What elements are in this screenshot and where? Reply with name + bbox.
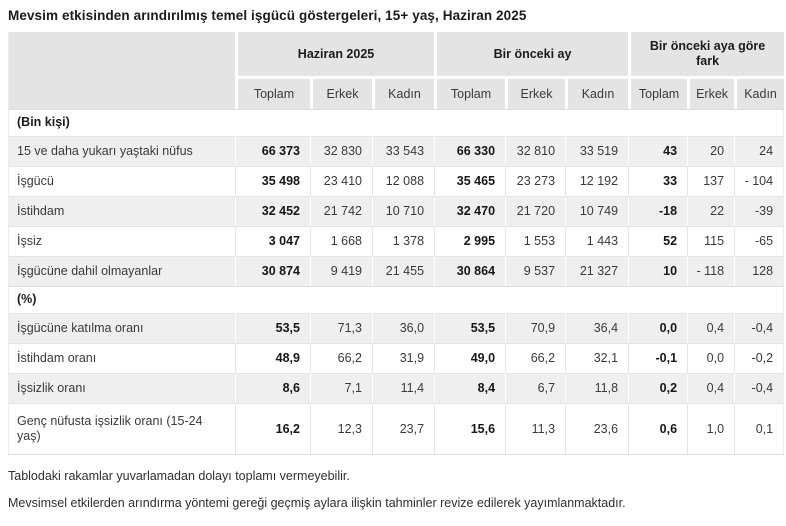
row-label: İşsizlik oranı [8, 373, 235, 403]
cell-value: 48,9 [235, 343, 310, 373]
cell-value: 1 553 [505, 226, 565, 256]
cell-value: 11,3 [505, 403, 565, 455]
cell-value: 36,0 [372, 313, 434, 343]
cell-value: 12 088 [372, 166, 434, 196]
cell-value: 32,1 [565, 343, 628, 373]
cell-value: 66 373 [235, 136, 310, 166]
cell-value: 115 [687, 226, 734, 256]
cell-value: 32 830 [310, 136, 372, 166]
cell-value: 21 327 [565, 256, 628, 286]
cell-value: 21 742 [310, 196, 372, 226]
section-header: (Bin kişi) [8, 109, 784, 136]
cell-value: 2 995 [434, 226, 505, 256]
cell-value: 66,2 [505, 343, 565, 373]
row-label: 15 ve daha yukarı yaştaki nüfus [8, 136, 235, 166]
column-group-header: Bir önceki ay [434, 32, 628, 79]
table-row [8, 403, 784, 455]
cell-value: -0,4 [734, 373, 784, 403]
column-subheader: Toplam [434, 79, 505, 109]
cell-value: 66,2 [310, 343, 372, 373]
cell-value: 1 378 [372, 226, 434, 256]
cell-value: -65 [734, 226, 784, 256]
cell-value: 33 519 [565, 136, 628, 166]
cell-value: -0,4 [734, 313, 784, 343]
cell-value: 49,0 [434, 343, 505, 373]
indicators-table [8, 32, 784, 455]
cell-value: 33 [628, 166, 687, 196]
column-group-row [8, 32, 784, 79]
cell-value: 23,6 [565, 403, 628, 455]
column-subheader: Erkek [310, 79, 372, 109]
cell-value: -39 [734, 196, 784, 226]
cell-value: 24 [734, 136, 784, 166]
cell-value: 7,1 [310, 373, 372, 403]
cell-value: 8,4 [434, 373, 505, 403]
cell-value: 15,6 [434, 403, 505, 455]
cell-value: 53,5 [434, 313, 505, 343]
cell-value: 33 543 [372, 136, 434, 166]
column-subheader: Toplam [628, 79, 687, 109]
table-row [8, 166, 784, 196]
cell-value: - 118 [687, 256, 734, 286]
cell-value: 32 470 [434, 196, 505, 226]
cell-value: 3 047 [235, 226, 310, 256]
column-group-header: Haziran 2025 [235, 32, 434, 79]
cell-value: 31,9 [372, 343, 434, 373]
corner-cell [8, 32, 235, 109]
cell-value: 9 537 [505, 256, 565, 286]
column-subheader: Erkek [687, 79, 734, 109]
cell-value: 52 [628, 226, 687, 256]
cell-value: 32 452 [235, 196, 310, 226]
row-label: İşsiz [8, 226, 235, 256]
cell-value: 23 273 [505, 166, 565, 196]
cell-value: 0,4 [687, 313, 734, 343]
cell-value: 30 864 [434, 256, 505, 286]
row-label: İstihdam oranı [8, 343, 235, 373]
column-subheader: Toplam [235, 79, 310, 109]
section-header: (%) [8, 286, 784, 313]
cell-value: 16,2 [235, 403, 310, 455]
cell-value: 35 465 [434, 166, 505, 196]
cell-value: 137 [687, 166, 734, 196]
footnotes [8, 468, 778, 511]
cell-value: 9 419 [310, 256, 372, 286]
cell-value: 1,0 [687, 403, 734, 455]
cell-value: 23,7 [372, 403, 434, 455]
cell-value: 128 [734, 256, 784, 286]
row-label: İşgücü [8, 166, 235, 196]
page-title: Mevsim etkisinden arındırılmış temel işgücü göstergeleri, 15+ yaş, Haziran 2025 [8, 8, 527, 23]
table-row [8, 196, 784, 226]
cell-value: 11,8 [565, 373, 628, 403]
cell-value: 0,1 [734, 403, 784, 455]
cell-value: 30 874 [235, 256, 310, 286]
cell-value: 20 [687, 136, 734, 166]
cell-value: 0,4 [687, 373, 734, 403]
section-header-row [8, 109, 784, 136]
cell-value: 12 192 [565, 166, 628, 196]
cell-value: 10 749 [565, 196, 628, 226]
cell-value: 10 [628, 256, 687, 286]
cell-value: 35 498 [235, 166, 310, 196]
cell-value: 53,5 [235, 313, 310, 343]
cell-value: -0,2 [734, 343, 784, 373]
footnote: Tablodaki rakamlar yuvarlamadan dolayı toplamı vermeyebilir. [8, 469, 350, 483]
column-subheader: Kadın [565, 79, 628, 109]
footnote: Mevsimsel etkilerden arındırma yöntemi gereği geçmiş aylara ilişkin tahminler revize edilerek yayımlanmaktadır. [8, 496, 626, 510]
cell-value: 0,2 [628, 373, 687, 403]
cell-value: 10 710 [372, 196, 434, 226]
column-subheader: Kadın [372, 79, 434, 109]
cell-value: 66 330 [434, 136, 505, 166]
table-row [8, 373, 784, 403]
table-row [8, 256, 784, 286]
row-label: İşgücüne katılma oranı [8, 313, 235, 343]
table-row [8, 313, 784, 343]
row-label: Genç nüfusta işsizlik oranı (15-24 yaş) [8, 403, 235, 455]
cell-value: 22 [687, 196, 734, 226]
cell-value: 12,3 [310, 403, 372, 455]
table-row [8, 226, 784, 256]
cell-value: 32 810 [505, 136, 565, 166]
cell-value: 21 455 [372, 256, 434, 286]
cell-value: 0,0 [628, 313, 687, 343]
column-group-header: Bir önceki aya göre fark [628, 32, 784, 79]
cell-value: 0,0 [687, 343, 734, 373]
cell-value: -0,1 [628, 343, 687, 373]
cell-value: 36,4 [565, 313, 628, 343]
table-row [8, 136, 784, 166]
cell-value: -18 [628, 196, 687, 226]
column-subheader: Kadın [734, 79, 784, 109]
column-subheader: Erkek [505, 79, 565, 109]
cell-value: 11,4 [372, 373, 434, 403]
cell-value: 1 443 [565, 226, 628, 256]
cell-value: 21 720 [505, 196, 565, 226]
cell-value: 23 410 [310, 166, 372, 196]
row-label: İşgücüne dahil olmayanlar [8, 256, 235, 286]
section-header-row [8, 286, 784, 313]
cell-value: 1 668 [310, 226, 372, 256]
cell-value: 71,3 [310, 313, 372, 343]
cell-value: 0,6 [628, 403, 687, 455]
cell-value: 6,7 [505, 373, 565, 403]
cell-value: 70,9 [505, 313, 565, 343]
table-row [8, 343, 784, 373]
cell-value: 8,6 [235, 373, 310, 403]
row-label: İstihdam [8, 196, 235, 226]
cell-value: 43 [628, 136, 687, 166]
cell-value: - 104 [734, 166, 784, 196]
